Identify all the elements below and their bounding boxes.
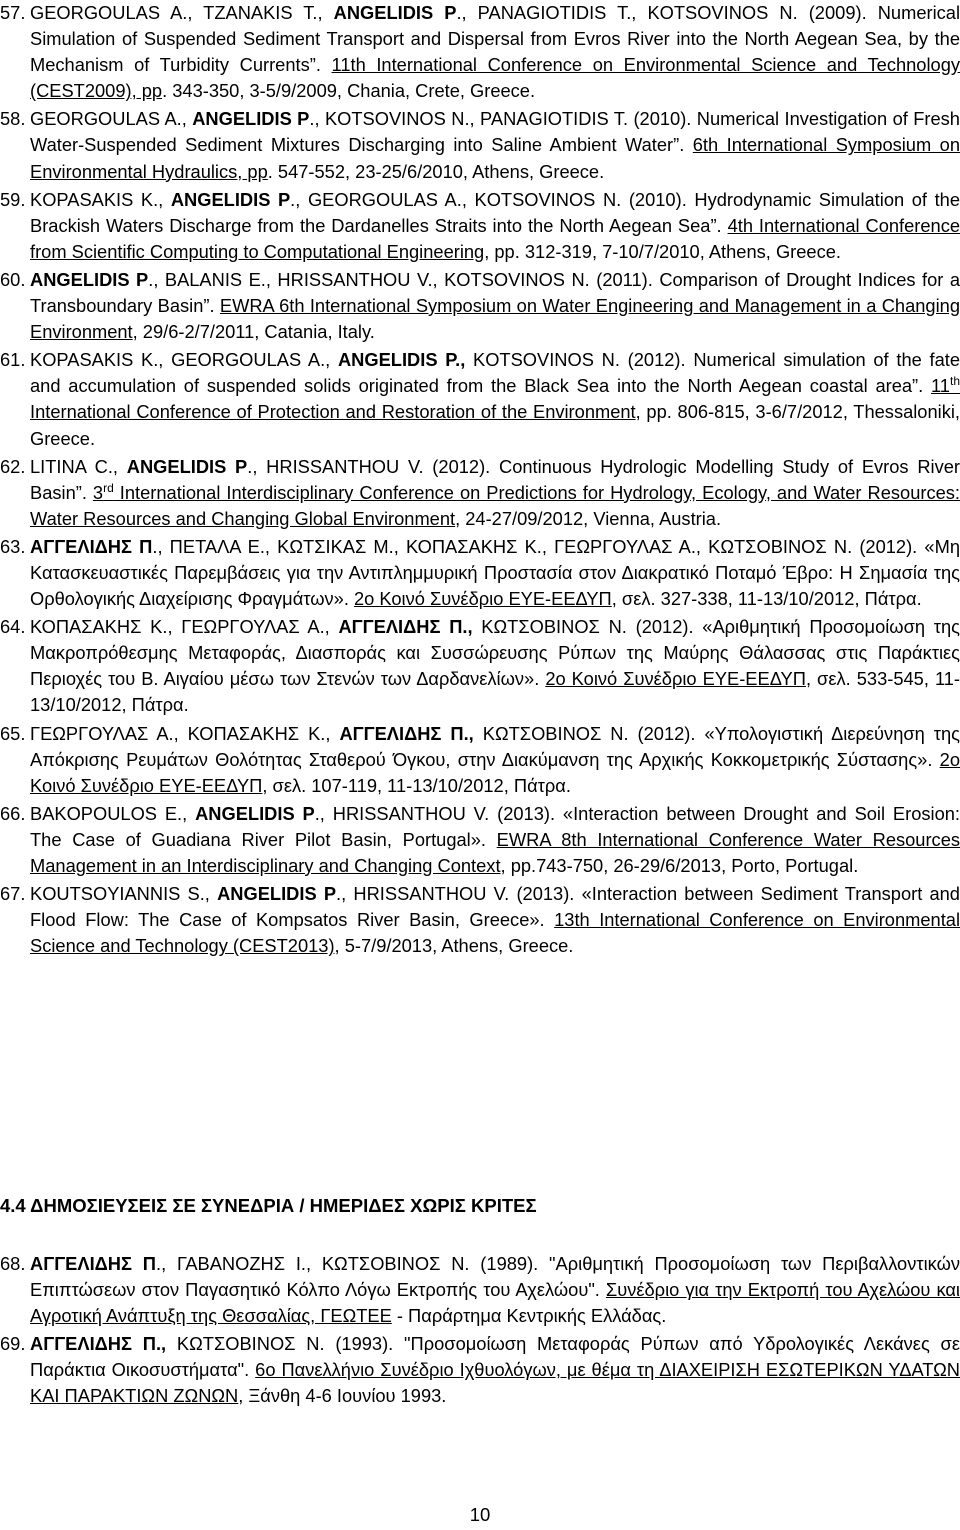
entry-authors-rest: ΚΩΤΣΟΒΙΝΟΣ Ν. (2012). <box>473 722 705 744</box>
entry-pages: - Παράρτημα Κεντρικής Ελλάδας. <box>391 1305 667 1327</box>
entry-venue: EWRA 6th International Symposium on Water Engineering and Management in a Changing Environment <box>30 295 960 343</box>
entry-authors: ΓΕΩΡΓΟΥΛΑΣ Α., ΚΟΠΑΣΑΚΗΣ Κ., <box>30 722 340 744</box>
entry-title: «Υπολογιστική Διερεύνηση της Απόκρισης Ρευμάτων Θολότητας Σταθερού Όγκου, στην Διακύμανση της Αρχικής Κοκκομετρικής Σύστασης». <box>30 722 960 770</box>
entry-number: 60. <box>0 268 26 290</box>
entry-text: . <box>148 268 154 290</box>
entry-number: 69. <box>0 1333 26 1355</box>
entry-authors: KOPASAKIS K., <box>30 188 171 210</box>
reference-entry <box>0 534 960 612</box>
entry-venue: 4th International Conference from Scientific Computing to Computational Engineering <box>30 214 960 262</box>
entry-number: 57. <box>0 2 26 23</box>
entry-authors: BAKOPOULOS E., <box>30 802 196 824</box>
entry-venue: 13th International Conference on Environmental Science and Technology (CEST2013) <box>30 909 960 957</box>
entry-text: ., <box>463 722 474 744</box>
entry-authors: KOPASAKIS K., GEORGOULAS A., <box>30 349 338 371</box>
author-highlight: ΑΓΓΕΛΙΔΗΣ Π <box>30 1333 156 1355</box>
entry-number: 61. <box>0 349 26 371</box>
author-highlight: ANGELIDIS P <box>337 349 456 371</box>
entry-text: . <box>309 108 315 130</box>
author-highlight: ANGELIDIS P <box>217 883 337 905</box>
author-highlight: ANGELIDIS P <box>195 802 315 824</box>
section-heading: 4.4 ΔΗΜΟΣΙΕΥΣΕΙΣ ΣΕ ΣΥΝΕΔΡΙΑ / ΗΜΕΡΙΔΕΣ ΧΩΡΙΣ ΚΡΙΤΕΣ <box>0 1195 537 1216</box>
author-highlight: ΑΓΓΕΛΙΔΗΣ Π <box>339 722 464 744</box>
entry-title: «Interaction between Sediment Transport and Flood Flow: The Case of Kompsatos River Basin, Greece». <box>30 883 960 931</box>
entry-authors-rest: , BALANIS E., HRISSANTHOU V., KOTSOVINOS N. (2011). <box>153 268 660 290</box>
entry-title: Hydrodynamic Simulation of the Brackish Waters Discharge from the Dardanelles Straits into the North Aegean Sea”. <box>30 188 960 236</box>
entry-number: 62. <box>0 455 26 477</box>
entry-authors-rest: , PANAGIOTIDIS T., KOTSOVINOS N. (2009). <box>461 2 878 23</box>
non-refereed-conference-list <box>0 1251 960 1408</box>
entry-number: 64. <box>0 616 26 638</box>
entry-number: 67. <box>0 883 26 905</box>
entry-title: Numerical Simulation of Suspended Sediment Transport and Dispersal from Evros River into the North Aegean Sea, by the Mechanism of Turbidity Currents”. <box>30 2 960 76</box>
entry-text: ., <box>455 349 466 371</box>
reference-entry <box>0 106 960 184</box>
entry-text: . <box>152 535 158 557</box>
entry-title: Continuous Hydrologic Modelling Study of Evros River Basin”. <box>30 455 960 503</box>
entry-authors-rest: , GEORGOULAS A., KOTSOVINOS N. (2010). <box>295 188 695 210</box>
author-highlight: ANGELIDIS P <box>30 268 149 290</box>
reference-entry <box>0 881 960 959</box>
reference-entry <box>0 0 960 104</box>
entry-pages: , pp. 806-815, 3-6/7/2012, Thessaloniki, Greece. <box>30 401 960 449</box>
entry-title: "Προσομοίωση Μεταφοράς Ρύπων από Υδρολογικές Λεκάνες σε Παράκτια Οικοσυστήματα". <box>30 1333 960 1381</box>
entry-number: 66. <box>0 802 26 824</box>
entry-number: 63. <box>0 535 26 557</box>
entry-venue: EWRA 8th International Conference Water Resources Management in an Interdisciplinary and Changing Context <box>30 828 960 876</box>
entry-number: 68. <box>0 1253 26 1274</box>
ordinal-suffix: th <box>949 374 960 389</box>
entry-number: 65. <box>0 722 26 744</box>
entry-venue: 6ο Πανελλήνιο Συνέδριο Ιχθυολόγων, με θέμα τη ΔΙΑΧΕΙΡΙΣΗ ΕΣΩΤΕΡΙΚΩΝ ΥΔΑΤΩΝ ΚΑΙ ΠΑΡΑΚΤΙΩΝ ΖΩΝΩΝ <box>30 1359 960 1407</box>
entry-authors: LITINA C., <box>30 455 127 477</box>
entry-number: 58. <box>0 108 26 130</box>
page-number: 10 <box>469 1504 491 1525</box>
entry-number: 59. <box>0 188 26 210</box>
entry-venue-name: International Interdisciplinary Conference on Predictions for Hydrology, Ecology, and Water Resources: Water Resources and Changing Global Environment <box>30 481 960 529</box>
entry-venue: 2ο Κοινό Συνέδριο ΕΥΕ-ΕΕΔΥΠ <box>353 588 612 610</box>
author-highlight: ANGELIDIS P <box>126 455 248 477</box>
entry-authors: KOUTSOYIANNIS S., <box>30 883 218 905</box>
entry-authors-rest: , ΓΑΒΑΝΟΖΗΣ Ι., ΚΩΤΣΟΒΙΝΟΣ Ν. (1989). <box>161 1253 550 1274</box>
entry-authors-rest: , HRISSANTHOU V. (2013). <box>341 883 582 905</box>
author-highlight: ANGELIDIS P <box>192 108 310 130</box>
reference-entry <box>0 614 960 718</box>
entry-venue-name: International Conference of Protection and Restoration of the Environment <box>30 401 636 423</box>
author-highlight: ΑΓΓΕΛΙΔΗΣ Π <box>30 1253 156 1274</box>
ordinal-suffix: rd <box>103 480 114 495</box>
entry-title: Comparison of Drought Indices for a Transboundary Basin”. <box>30 268 960 317</box>
entry-title: "Αριθμητική Προσομοίωση των Περιβαλλοντικών Επιπτώσεων στον Παγασητικό Κόλπο Λόγω Εκτροπής του Αχελώου". <box>30 1253 960 1301</box>
entry-authors-rest: , KOTSOVINOS N., PANAGIOTIDIS T. (2010). <box>314 108 697 130</box>
entry-pages: , pp. 312-319, 7-10/7/2010, Athens, Greece. <box>484 240 841 262</box>
entry-pages: , Ξάνθη 4-6 Ιουνίου 1993. <box>238 1385 447 1407</box>
entry-pages: , σελ. 107-119, 11-13/10/2012, Πάτρα. <box>262 774 571 796</box>
reference-entry <box>0 454 960 532</box>
entry-authors: GEORGOULAS A., <box>30 108 193 130</box>
entry-authors-rest: , HRISSANTHOU V. (2012). <box>252 455 499 477</box>
entry-title: Numerical simulation of the fate and accumulation of suspended solids originated from the Black Sea into the North Aegean coastal area”. <box>30 349 960 397</box>
author-highlight: ΑΓΓΕΛΙΔΗΣ Π <box>338 616 463 638</box>
entry-venue: 6th International Symposium on Environmental Hydraulics, pp <box>30 134 960 182</box>
entry-venue: Συνέδριο για την Εκτροπή του Αχελώου και Αγροτική Ανάπτυξη της Θεσσαλίας, ΓΕΩΤΕΕ <box>30 1279 960 1327</box>
entry-authors: ΚΟΠΑΣΑΚΗΣ Κ., ΓΕΩΡΓΟΥΛΑΣ Α., <box>30 616 339 638</box>
entry-pages: , σελ. 533-545, 11-13/10/2012, Πάτρα. <box>30 668 960 716</box>
entry-pages: . 547-552, 23-25/6/2010, Athens, Greece. <box>267 160 605 182</box>
reference-entry <box>0 1331 960 1409</box>
entry-pages: . 343-350, 3-5/9/2009, Chania, Crete, Greece. <box>162 80 536 102</box>
entry-authors-rest: KOTSOVINOS N. (2012). <box>465 349 694 371</box>
entry-text: . <box>247 455 253 477</box>
entry-venue: 2ο Κοινό Συνέδριο ΕΥΕ-ΕΕΔΥΠ <box>545 668 806 690</box>
entry-text: ., <box>462 616 473 638</box>
entry-venue: 2ο Κοινό Συνέδριο ΕΥΕ-ΕΕΔΥΠ <box>30 748 960 796</box>
reference-entry <box>0 267 960 345</box>
entry-title: «Μη Κατασκευαστικές Παρεμβάσεις για την Αντιπλημμυρική Προστασία στον Διακρατικό Ποταμό Έβρο: Η Σημασία της Ορθολογικής Διαχείρισης Φραγμάτων». <box>30 535 960 610</box>
entry-authors-rest: ΚΩΤΣΟΒΙΝΟΣ Ν. (1993). <box>166 1333 405 1355</box>
reference-entry <box>0 347 960 451</box>
entry-pages: , 24-27/09/2012, Vienna, Austria. <box>455 507 722 529</box>
entry-pages: , 5-7/9/2013, Athens, Greece. <box>334 935 574 957</box>
reference-entry <box>0 801 960 879</box>
entry-authors-rest: ΚΩΤΣΟΒΙΝΟΣ Ν. (2012). <box>472 616 703 638</box>
reference-entry <box>0 1251 960 1329</box>
reference-entry <box>0 721 960 799</box>
entry-authors: GEORGOULAS A., TZANAKIS T., <box>30 2 334 23</box>
author-highlight: ANGELIDIS P <box>170 188 291 210</box>
entry-ordinal: 11 <box>931 375 950 397</box>
entry-text: . <box>456 2 462 23</box>
entry-authors-rest: , ΠΕΤΑΛΑ Ε., ΚΩΤΣΙΚΑΣ Μ., ΚΟΠΑΣΑΚΗΣ Κ., ΓΕΩΡΓΟΥΛΑΣ Α., ΚΩΤΣΟΒΙΝΟΣ Ν. (2012). <box>157 535 925 557</box>
entry-title: «Interaction between Drought and Soil Erosion: The Case of Guadiana River Pilot Basin, Portugal». <box>30 802 960 850</box>
entry-pages: , 29/6-2/7/2011, Catania, Italy. <box>132 321 375 343</box>
entry-title: «Αριθμητική Προσομοίωση της Μακροπρόθεσμης Μεταφοράς, Διασποράς και Συσσώρευσης Ρύπων της Μαύρης Θάλασσας στις Παράκτιες Περιοχές του Β. Αιγαίου μέσω των Στενών των Δαρδανελίων». <box>30 616 960 690</box>
author-highlight: ANGELIDIS P <box>333 2 457 23</box>
entry-title: Numerical Investigation of Fresh Water-Suspended Sediment Mixtures Discharging into Saline Ambient Water”. <box>30 108 960 156</box>
entry-text: . <box>314 802 320 824</box>
entry-pages: , pp.743-750, 26-29/6/2013, Porto, Portugal. <box>500 855 859 876</box>
entry-text: ., <box>155 1333 167 1355</box>
reference-entry <box>0 187 960 265</box>
author-highlight: ΑΓΓΕΛΙΔΗΣ Π <box>30 535 153 557</box>
entry-ordinal: 3 <box>92 481 104 503</box>
entry-authors-rest: , HRISSANTHOU V. (2013). <box>319 802 563 824</box>
entry-text: . <box>336 883 342 905</box>
entry-text: . <box>290 188 296 210</box>
entry-pages: , σελ. 327-338, 11-13/10/2012, Πάτρα. <box>611 588 922 610</box>
entry-text: . <box>155 1253 162 1274</box>
entry-venue: 11th International Conference on Environmental Science and Technology (CEST2009), pp <box>30 54 960 102</box>
